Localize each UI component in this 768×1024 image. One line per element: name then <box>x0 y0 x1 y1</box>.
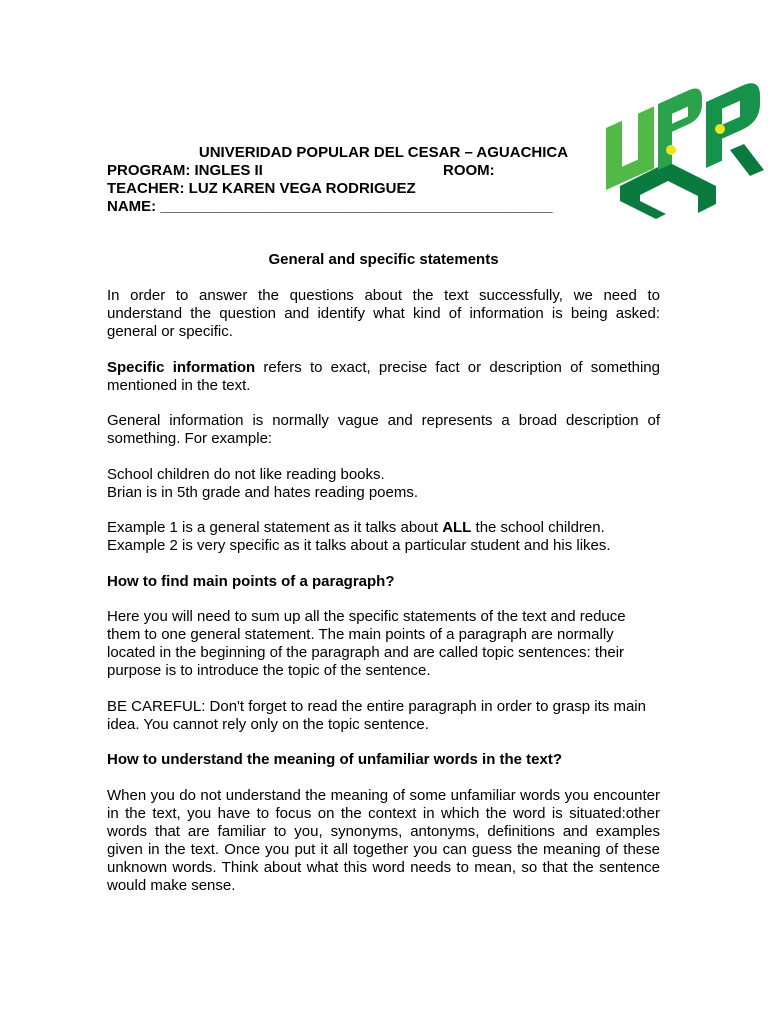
example-sentence: Brian is in 5th grade and hates reading poems. <box>107 483 419 501</box>
main-points-line: them to one general statement. The main points of a paragraph are normally <box>107 625 614 643</box>
document-header <box>107 144 660 216</box>
program-label: PROGRAM: INGLES II <box>107 162 263 179</box>
unfamiliar-words-line: would make sense. <box>107 876 236 894</box>
room-label: ROOM: <box>443 162 495 179</box>
explanation-text: the school children. <box>475 519 605 536</box>
document-title: General and specific statements <box>268 251 499 268</box>
teacher-label: TEACHER: LUZ KAREN VEGA RODRIGUEZ <box>107 180 416 197</box>
specific-definition: refers to exact, precise fact or description of something <box>263 359 660 376</box>
specific-line <box>107 359 660 377</box>
intro-line: general or specific. <box>107 322 233 340</box>
unfamiliar-words-line: in the text, you have to focus on the context in which the word is situated:other <box>107 804 660 822</box>
explanation-text: Example 1 is a general statement as it talks about <box>107 519 439 536</box>
example-sentence: School children do not like reading books. <box>107 466 385 483</box>
explanation-emphasis: ALL <box>442 519 472 536</box>
general-line: something. For example: <box>107 429 273 447</box>
be-careful-line: idea. You cannot rely only on the topic sentence. <box>107 715 429 733</box>
example-explanation <box>107 519 660 555</box>
example-sentences <box>107 466 660 502</box>
main-points-line: located in the beginning of the paragraph and are called topic sentences: their <box>107 643 625 661</box>
logo-dot-right <box>715 124 725 134</box>
intro-paragraph <box>107 287 660 341</box>
unfamiliar-words-line: When you do not understand the meaning of some unfamiliar words you encounter <box>107 787 660 804</box>
logo-diagonal-bar <box>730 144 764 176</box>
name-field-line: NAME: _______________________________________________ <box>107 198 553 215</box>
explanation-line: Example 2 is very specific as it talks about a particular student and his likes. <box>107 536 611 554</box>
unfamiliar-words-paragraph <box>107 787 660 894</box>
main-points-paragraph <box>107 608 660 680</box>
specific-paragraph <box>107 359 660 395</box>
be-careful-line: BE CAREFUL: Don't forget to read the entire paragraph in order to grasp its main <box>107 698 646 715</box>
logo-letter-p <box>658 89 702 170</box>
explanation-line <box>107 519 660 537</box>
section-heading-unfamiliar-words: How to understand the meaning of unfamiliar words in the text? <box>107 751 563 768</box>
unfamiliar-words-line: words that are familiar to you, synonyms, antonyms, definitions and examples <box>107 822 660 840</box>
unfamiliar-words-line: given in the text. Once you put it all together you can guess the meaning of these <box>107 840 660 858</box>
logo-dot-left <box>666 145 676 155</box>
main-points-line: Here you will need to sum up all the specific statements of the text and reduce <box>107 608 626 625</box>
general-paragraph <box>107 412 660 448</box>
be-careful-note <box>107 698 660 734</box>
general-line: General information is normally vague and represents a broad description of <box>107 412 660 429</box>
intro-line: In order to answer the questions about the text successfully, we need to <box>107 287 660 304</box>
specific-term: Specific information <box>107 359 256 376</box>
main-points-line: purpose is to introduce the topic of the sentence. <box>107 661 431 679</box>
intro-line: understand the question and identify what kind of information is being asked: <box>107 304 660 322</box>
unfamiliar-words-line: unknown words. Think about what this word needs to mean, so that the sentence <box>107 858 660 876</box>
specific-line: mentioned in the text. <box>107 376 251 394</box>
program-row <box>107 162 660 180</box>
section-heading-main-points: How to find main points of a paragraph? <box>107 573 395 590</box>
institution-name: UNIVERIDAD POPULAR DEL CESAR – AGUACHICA <box>198 144 569 161</box>
